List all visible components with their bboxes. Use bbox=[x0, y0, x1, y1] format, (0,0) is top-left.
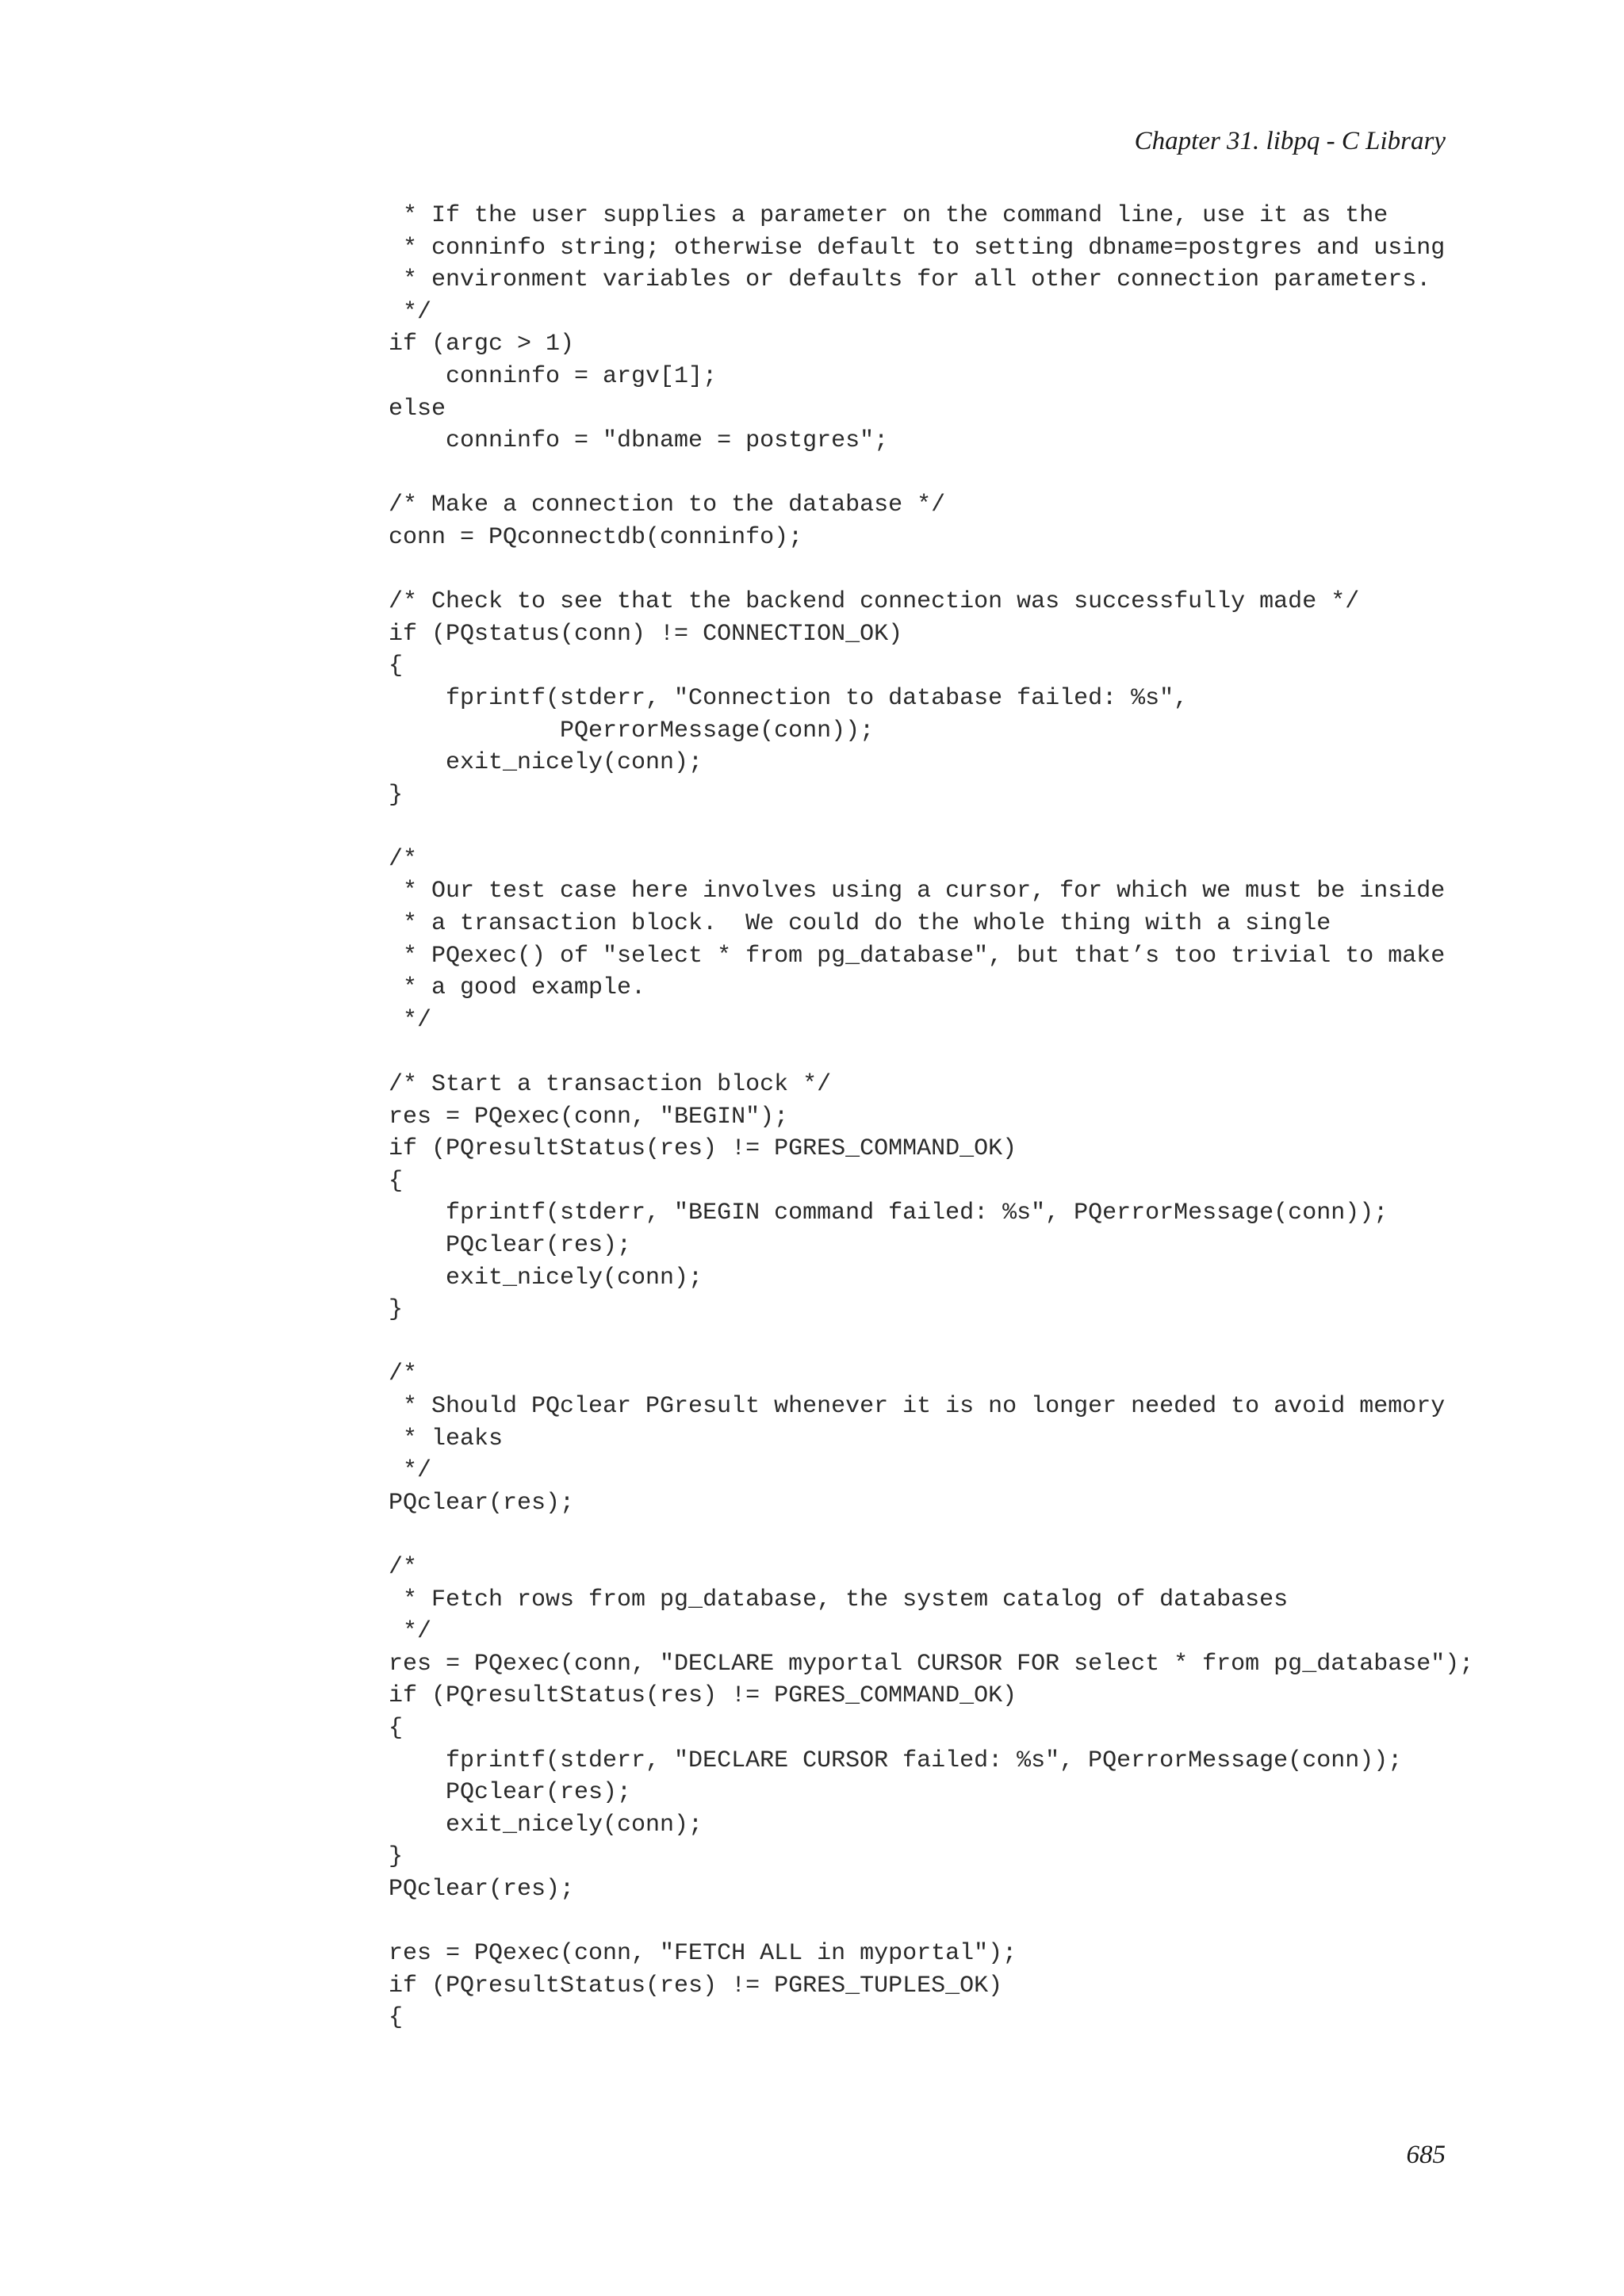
code-line: /* Check to see that the backend connection was successfully made */ bbox=[389, 588, 1360, 616]
code-line: conn = PQconnectdb(conninfo); bbox=[389, 523, 803, 551]
code-line: { bbox=[389, 1167, 404, 1195]
code-line: fprintf(stderr, "DECLARE CURSOR failed: %s", PQerrorMessage(conn)); bbox=[389, 1747, 1403, 1774]
code-line: { bbox=[389, 1714, 404, 1742]
code-line: PQclear(res); bbox=[389, 1232, 632, 1259]
code-line: PQclear(res); bbox=[389, 1875, 575, 1903]
code-line: PQclear(res); bbox=[389, 1489, 575, 1517]
code-line: * environment variables or defaults for all other connection parameters. bbox=[389, 266, 1431, 294]
code-line: } bbox=[389, 1296, 404, 1324]
code-line: { bbox=[389, 652, 404, 680]
code-line bbox=[389, 457, 1473, 490]
code-line: * a good example. bbox=[389, 974, 646, 1002]
page-number: 685 bbox=[1406, 2141, 1446, 2169]
code-line: res = PQexec(conn, "BEGIN"); bbox=[389, 1103, 789, 1131]
code-line: PQerrorMessage(conn)); bbox=[389, 717, 875, 744]
code-line: PQclear(res); bbox=[389, 1779, 632, 1807]
code-line: if (PQresultStatus(res) != PGRES_COMMAND_OK) bbox=[389, 1135, 1017, 1163]
code-line: /* bbox=[389, 845, 418, 873]
code-line: */ bbox=[389, 1006, 432, 1034]
code-line: { bbox=[389, 2004, 404, 2032]
code-line: exit_nicely(conn); bbox=[389, 749, 703, 777]
code-line: exit_nicely(conn); bbox=[389, 1811, 703, 1839]
code-line bbox=[389, 554, 1473, 587]
chapter-header: Chapter 31. libpq - C Library bbox=[1134, 127, 1446, 155]
code-line bbox=[389, 1036, 1473, 1069]
code-listing bbox=[389, 200, 1473, 2034]
code-line bbox=[389, 1326, 1473, 1359]
code-line: res = PQexec(conn, "DECLARE myportal CURSOR FOR select * from pg_database"); bbox=[389, 1650, 1474, 1678]
code-line: exit_nicely(conn); bbox=[389, 1264, 703, 1292]
code-line: * Should PQclear PGresult whenever it is no longer needed to avoid memory bbox=[389, 1392, 1446, 1420]
code-line: * leaks bbox=[389, 1425, 504, 1452]
code-line: } bbox=[389, 1843, 404, 1871]
code-line: conninfo = "dbname = postgres"; bbox=[389, 427, 889, 455]
code-line: * Fetch rows from pg_database, the system catalog of databases bbox=[389, 1586, 1289, 1613]
code-line: */ bbox=[389, 1618, 432, 1646]
code-line: fprintf(stderr, "BEGIN command failed: %s", PQerrorMessage(conn)); bbox=[389, 1200, 1388, 1227]
code-line: /* Start a transaction block */ bbox=[389, 1071, 832, 1099]
code-line bbox=[389, 1905, 1473, 1938]
code-line: */ bbox=[389, 1457, 432, 1485]
code-line: * a transaction block. We could do the whole thing with a single bbox=[389, 910, 1331, 938]
code-line: res = PQexec(conn, "FETCH ALL in myportal"); bbox=[389, 1940, 1017, 1968]
code-line: * PQexec() of "select * from pg_database", but that’s too trivial to make bbox=[389, 942, 1446, 970]
code-line: if (PQresultStatus(res) != PGRES_TUPLES_OK) bbox=[389, 1972, 1003, 1999]
code-line: * If the user supplies a parameter on the command line, use it as the bbox=[389, 202, 1388, 229]
code-line: else bbox=[389, 395, 446, 423]
code-line: * conninfo string; otherwise default to setting dbname=postgres and using bbox=[389, 234, 1446, 262]
code-line: conninfo = argv[1]; bbox=[389, 362, 718, 390]
code-line: */ bbox=[389, 298, 432, 326]
code-line: if (PQresultStatus(res) != PGRES_COMMAND_OK) bbox=[389, 1682, 1017, 1710]
code-line: } bbox=[389, 781, 404, 809]
code-line: /* bbox=[389, 1553, 418, 1581]
code-line: if (PQstatus(conn) != CONNECTION_OK) bbox=[389, 620, 903, 648]
code-line: fprintf(stderr, "Connection to database failed: %s", bbox=[389, 684, 1189, 712]
code-line bbox=[389, 811, 1473, 844]
code-line: /* bbox=[389, 1360, 418, 1388]
code-line: if (argc > 1) bbox=[389, 331, 575, 358]
code-line bbox=[389, 1519, 1473, 1552]
code-line: /* Make a connection to the database */ bbox=[389, 492, 946, 519]
code-line: * Our test case here involves using a cursor, for which we must be inside bbox=[389, 878, 1446, 905]
